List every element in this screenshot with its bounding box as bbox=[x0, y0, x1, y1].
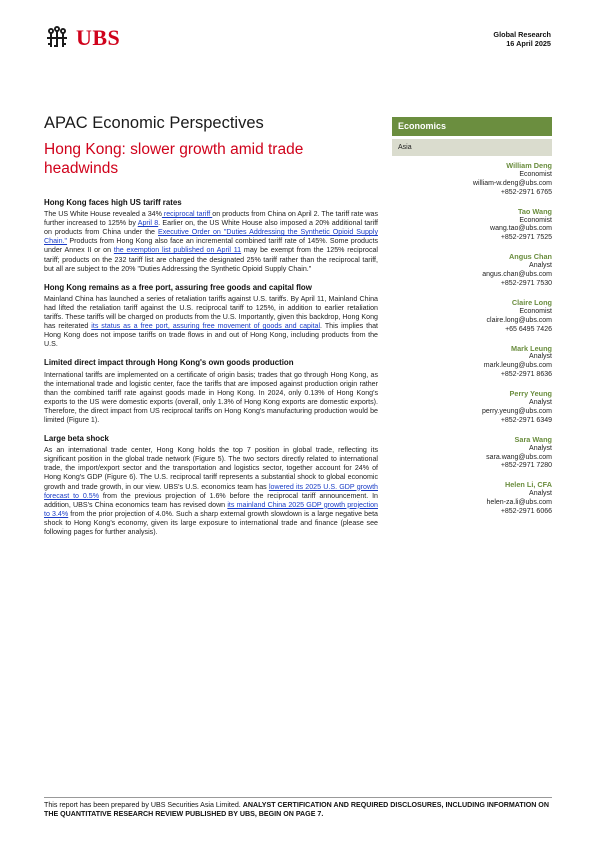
report-type: Global Research bbox=[493, 30, 551, 39]
brand-wordmark: UBS bbox=[76, 25, 121, 50]
report-date: 16 April 2025 bbox=[506, 39, 551, 49]
analyst-email[interactable]: william-w.deng@ubs.com bbox=[472, 179, 552, 187]
article-section bbox=[44, 434, 378, 537]
analyst-card bbox=[392, 162, 552, 198]
analyst-card bbox=[392, 299, 552, 335]
disclosure-footer bbox=[44, 801, 552, 819]
analyst-phone: +852-2971 7280 bbox=[500, 462, 552, 470]
footer-text: This report has been prepared by UBS Securities Asia Limited. bbox=[44, 801, 243, 809]
paragraph-text: As an international trade center, Hong Kong holds the top 7 position in global trade, reflecting its significant position in the global trade network (Figure 5). The two sectors directly related to international trade, the import/export sector and the transportation and logistics sector, together account for 24% of Hong Kong's GDP (Figure 6). The U.S. reciprocal tariff represents a substantial shock to global economic growth and trade growth, in our view. UBS's U.S. economics team has bbox=[44, 446, 378, 491]
document-subtitle: Hong Kong: slower growth amid trade headwinds bbox=[44, 141, 304, 177]
inline-link[interactable]: Executive Order on "Duties Addressing the Synthetic Opioid Supply Chain." bbox=[44, 228, 378, 246]
analyst-email[interactable]: sara.wang@ubs.com bbox=[486, 453, 552, 461]
analyst-name: William Deng bbox=[506, 161, 552, 170]
analyst-name: Sara Wang bbox=[514, 434, 552, 444]
section-paragraph bbox=[44, 210, 378, 274]
section-heading: Hong Kong faces high US tariff rates bbox=[44, 198, 182, 207]
analyst-name: Tao Wang bbox=[517, 206, 552, 216]
inline-link[interactable]: its mainland China 2025 GDP growth projection to 3.4% bbox=[44, 500, 378, 518]
paragraph-text: Mainland China has launched a series of retaliation tariffs against U.S. tariffs. By April 11, Mainland China had lifted the retaliation tariff against the U.S. reciprocal tariff to 125%, in addition to earlier retaliation tariffs. These tariffs will be charged on products from the U.S. Importantly, given this backdrop, Hong Kong has reiterated bbox=[44, 294, 378, 331]
section-paragraph bbox=[44, 446, 378, 537]
analyst-card bbox=[392, 345, 552, 381]
section-band: Economics bbox=[392, 117, 552, 136]
analyst-phone: +65 6495 7426 bbox=[505, 325, 552, 333]
document-title: APAC Economic Perspectives bbox=[44, 114, 264, 132]
analyst-name: Mark Leung bbox=[511, 343, 552, 353]
inline-link[interactable]: April 8 bbox=[137, 219, 159, 228]
analyst-name: Helen Li, CFA bbox=[504, 480, 552, 490]
analyst-role: Analyst bbox=[529, 262, 552, 270]
footer-divider bbox=[44, 797, 552, 798]
analyst-phone: +852-2971 6349 bbox=[500, 416, 552, 424]
analyst-phone: +852-2971 7525 bbox=[500, 234, 552, 242]
header-meta bbox=[493, 30, 551, 49]
main-body bbox=[44, 198, 378, 546]
region-band: Asia bbox=[392, 139, 552, 156]
article-section bbox=[44, 198, 378, 274]
analyst-phone: +852-2971 6066 bbox=[500, 508, 552, 516]
analyst-role: Analyst bbox=[529, 490, 552, 498]
analyst-name: Perry Yeung bbox=[509, 389, 552, 399]
paragraph-text: . Earlier on, the US White House also imposed a 20% additional tariff on products from China under the bbox=[44, 219, 379, 237]
paragraph-text: may be exempt from the 125% reciprocal tariff; products on the 232 tariff list are charged the designated 25% tariff rather than the reciprocal tariff, but all are subject to the 20% "Duties Addressing the Synthetic Opioid Supply Chain." bbox=[44, 246, 379, 273]
paragraph-text: . This implies that Hong Kong does not impose tariffs on trade flows in and out of Hong Kong, including products from the U.S. bbox=[44, 322, 378, 349]
section-heading: Hong Kong remains as a free port, assuring free goods and capital flow bbox=[44, 282, 312, 292]
analyst-role: Analyst bbox=[529, 399, 552, 407]
footer-disclosure: ANALYST CERTIFICATION AND REQUIRED DISCLOSURES, INCLUDING INFORMATION ON THE QUANTITATIVE RESEARCH REVIEW PUBLISHED BY UBS, BEGIN ON PAGE 7. bbox=[44, 801, 549, 819]
inline-link[interactable]: reciprocal tariff bbox=[161, 210, 213, 219]
analyst-email[interactable]: claire.long@ubs.com bbox=[486, 316, 552, 324]
analyst-email[interactable]: perry.yeung@ubs.com bbox=[481, 407, 552, 415]
analyst-list bbox=[392, 162, 552, 527]
inline-link[interactable]: its status as a free port, assuring free movement of goods and capital bbox=[91, 322, 321, 331]
analyst-role: Economist bbox=[519, 307, 552, 315]
section-paragraph bbox=[44, 371, 378, 426]
analyst-email[interactable]: angus.chan@ubs.com bbox=[482, 271, 552, 279]
analyst-card bbox=[392, 390, 552, 426]
analyst-card bbox=[392, 481, 552, 517]
analyst-role: Economist bbox=[519, 216, 552, 224]
paragraph-text: on products from China on April 2. The tariff rate was further increased to 125% by bbox=[44, 210, 378, 228]
analyst-email[interactable]: mark.leung@ubs.com bbox=[483, 362, 552, 370]
article-section bbox=[44, 283, 378, 350]
section-paragraph bbox=[44, 295, 378, 350]
section-heading: Large beta shock bbox=[44, 434, 109, 444]
analyst-phone: +852-2971 8636 bbox=[500, 371, 552, 379]
analyst-card bbox=[392, 253, 552, 289]
analyst-card bbox=[392, 436, 552, 472]
analyst-phone: +852-2971 7530 bbox=[500, 279, 552, 287]
paragraph-text: The US White House revealed a 34% bbox=[44, 210, 162, 219]
analyst-email[interactable]: wang.tao@ubs.com bbox=[490, 225, 552, 233]
paragraph-text: from the prior projection of 4.0%. Such a sharp external growth slowdown is a large negative beta shock to Hong Kong's economy, given its large exposure to international trade and finance (please see following pages for further analysis). bbox=[44, 509, 378, 536]
analyst-phone: +852-2971 6765 bbox=[500, 188, 552, 196]
analyst-role: Analyst bbox=[529, 353, 552, 361]
section-heading: Limited direct impact through Hong Kong's own goods production bbox=[44, 358, 294, 368]
analyst-card bbox=[392, 208, 552, 244]
analyst-name: Claire Long bbox=[511, 297, 552, 307]
analyst-role: Analyst bbox=[529, 444, 552, 452]
article-section bbox=[44, 358, 378, 425]
ubs-keys-icon bbox=[44, 25, 70, 51]
paragraph-text: Products from Hong Kong also face an incremental combined tariff rate of 145%. Some products under Annex II or on bbox=[44, 237, 378, 255]
paragraph-text: from the previous projection of 1.6% before the reciprocal tariff announcement. In addition, UBS's China economics team has revised down bbox=[44, 491, 378, 509]
analyst-role: Economist bbox=[519, 170, 552, 178]
paragraph-text: International tariffs are implemented on a certificate of origin basis; trades that go through Hong Kong, as the international trade and logistic center, face the tariffs that are imposed against production origin rather than the combined tariff rate against goods made in Hong Kong. In 2024, only 0.13% of Hong Kong's exports to the US were domestic exports (overall, only 1.3% of Hong Kong exports are domestic exports). Therefore, the direct impact from US reciprocal tariffs on Hong Kong's manufacturing production would be limited (Figure 1). bbox=[44, 370, 378, 424]
inline-link[interactable]: the exemption list published on April 11 bbox=[113, 246, 242, 255]
analyst-name: Angus Chan bbox=[509, 252, 552, 262]
ubs-logo bbox=[44, 22, 134, 54]
inline-link[interactable]: lowered its 2025 U.S. GDP growth forecast to 0.5% bbox=[44, 482, 378, 500]
analyst-email[interactable]: helen-za.li@ubs.com bbox=[486, 499, 552, 507]
